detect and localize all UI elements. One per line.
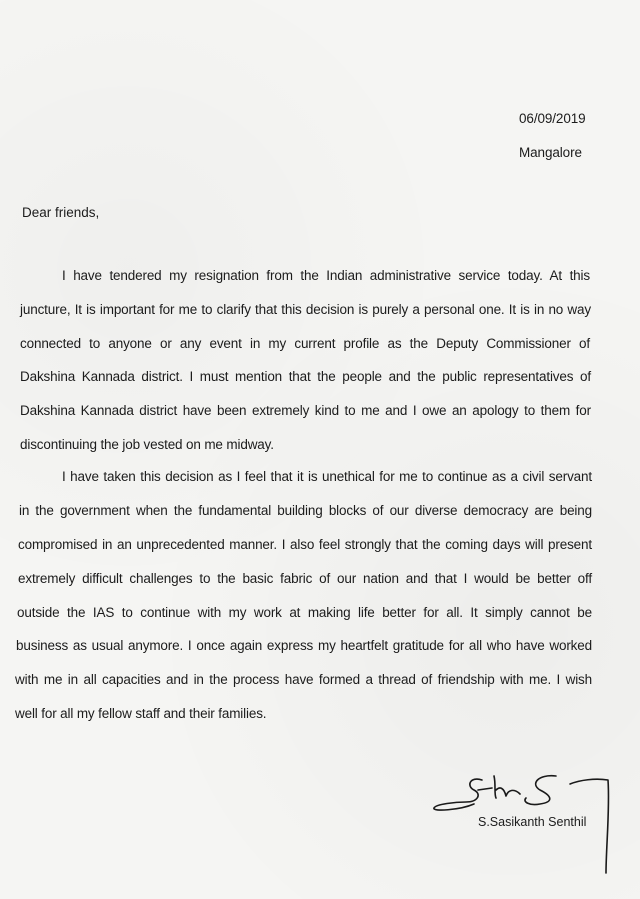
letter-place: Mangalore	[519, 145, 582, 160]
paragraph-line: compromised in an unprecedented manner. I also feel strongly that the coming days will present	[18, 537, 592, 552]
salutation: Dear friends,	[22, 205, 100, 220]
paragraph-line: extremely difficult challenges to the basic fabric of our nation and that I would be better off	[18, 571, 592, 586]
paragraph-line: in the government when the fundamental building blocks of our diverse democracy are being	[19, 503, 592, 518]
paragraph-line: well for all my fellow staff and their families.	[15, 706, 267, 721]
letter-date: 06/09/2019	[519, 111, 586, 126]
paragraph-line: discontinuing the job vested on me midway.	[20, 437, 274, 452]
paragraph-line: I have taken this decision as I feel that it is unethical for me to continue as a civil servant	[62, 469, 592, 484]
paragraph-line: Dakshina Kannada district. I must mention that the people and the public representatives of	[20, 369, 591, 384]
paragraph-line: connected to anyone or any event in my current profile as the Deputy Commissioner of	[20, 336, 590, 351]
paragraph-line: juncture, It is important for me to clarify that this decision is purely a personal one. It is in no way	[20, 302, 591, 317]
paragraph-line: Dakshina Kannada district have been extremely kind to me and I owe an apology to them for	[20, 403, 591, 418]
signer-name: S.Sasikanth Senthil	[478, 815, 587, 829]
paragraph-line: outside the IAS to continue with my work at making life better for all. It simply cannot be	[17, 605, 592, 620]
paragraph-line: business as usual anymore. I once again express my heartfelt gratitude for all who have worked	[16, 638, 592, 653]
paragraph-line: with me in all capacities and in the process have formed a thread of friendship with me. I wish	[15, 672, 592, 687]
paragraph-line: I have tendered my resignation from the Indian administrative service today. At this	[62, 268, 590, 283]
